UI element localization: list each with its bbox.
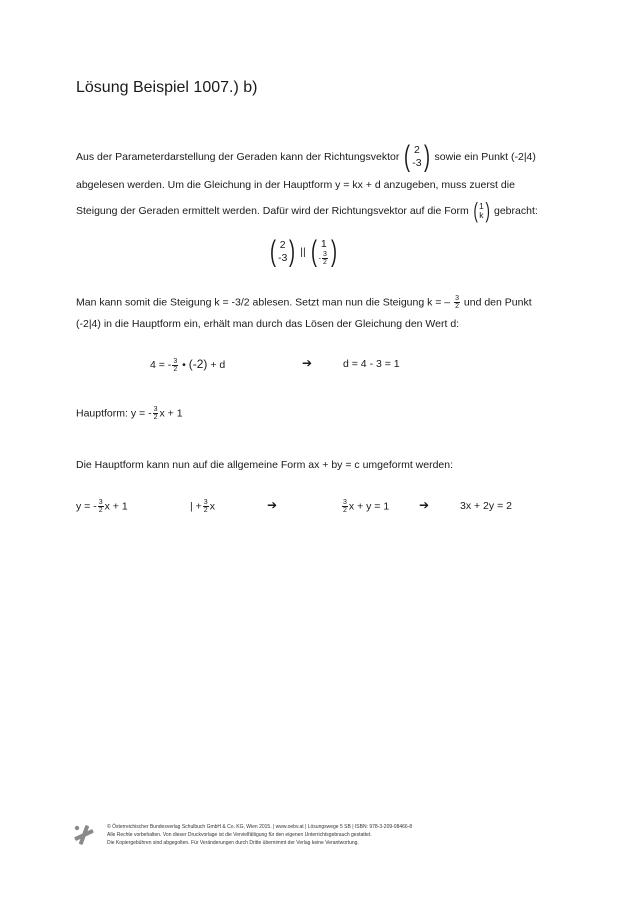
vector-top: 2 xyxy=(279,239,286,251)
text: gebracht: xyxy=(494,204,538,217)
vector-top: 1 xyxy=(320,238,327,250)
fraction: $\frac{3}{2}$ xyxy=(153,406,158,421)
form-vector: ( 1 k ) xyxy=(473,198,490,223)
vector-right: ( 1 - $\frac{3}{2}$ ) xyxy=(310,235,337,268)
arrow-right-icon: ➔ xyxy=(419,498,430,512)
equation-2-result: 3x + 2y = 2 xyxy=(460,500,512,512)
equation-2-step-c: $\frac{3}{2}$ x + y = 1 xyxy=(343,499,390,514)
arrow-right-icon: ➔ xyxy=(302,356,313,370)
footer-line-1: © Österreichischer Bundesverlag Schulbuch GmbH & Co. KG, Wien 2015. | www.oebv.at | Lösungswege 5 SB | ISBN: 978-3-209-08466-8 xyxy=(107,824,413,830)
equation-2-step-a: y = - $\frac{3}{2}$ x + 1 xyxy=(76,499,128,514)
page-title: Lösung Beispiel 1007.) b) xyxy=(76,79,258,96)
text: Aus der Parameterdarstellung der Geraden kann der Richtungsvektor xyxy=(76,150,400,163)
paragraph-1-line-2: abgelesen werden. Um die Gleichung in der Hauptform y = kx + d anzugeben, muss zuerst die xyxy=(76,179,515,191)
text: sowie ein Punkt (-2|4) xyxy=(434,150,536,163)
vector-left: ( 2 -3 ) xyxy=(270,235,296,268)
fraction: $\frac{3}{2}$ xyxy=(173,357,178,373)
vector-bottom: -3 xyxy=(412,157,422,169)
vector-top: 2 xyxy=(414,144,420,156)
direction-vector: ( 2 -3 ) xyxy=(404,140,430,173)
equation-1-left: 4 = - $\frac{3}{2}$ • (-2) + d xyxy=(150,357,226,373)
vector-bottom: - $\frac{3}{2}$ xyxy=(318,251,327,266)
paragraph-3: Die Hauptform kann nun auf die allgemeine Form ax + by = c umgeformt werden: xyxy=(76,459,454,471)
paragraph-2-line-1 xyxy=(76,295,532,310)
publisher-logo-icon xyxy=(72,823,96,847)
fraction: $\frac{3}{2}$ xyxy=(455,295,459,310)
equation-2-step-b: | + $\frac{3}{2}$ x xyxy=(190,499,215,514)
equation-1-right: d = 4 - 3 = 1 xyxy=(343,358,400,370)
text: Man kann somit die Steigung k = -3/2 ablesen. Setzt man nun die Steigung k = – xyxy=(76,296,451,309)
text: und den Punkt xyxy=(463,296,532,309)
paragraph-2-line-2: (-2|4) in die Hauptform ein, erhält man durch das Lösen der Gleichung den Wert d: xyxy=(76,318,460,330)
footer-line-3: Die Kopiergebühren sind abgegolten. Für Veränderungen durch Dritte übernimmt der Verlag keine Verantwortung. xyxy=(107,840,359,846)
paragraph-1-line-1 xyxy=(76,142,536,172)
text: Steigung der Geraden ermittelt werden. Dafür wird der Richtungsvektor auf die Form xyxy=(76,204,469,217)
footer-line-2: Alle Rechte vorbehalten. Von dieser Druckvorlage ist die Vervielfältigung für den eigenen Unterrichtsgebrauch gestattet. xyxy=(107,832,372,838)
vector-top: 1 xyxy=(479,201,484,211)
vector-bottom: -3 xyxy=(278,252,288,264)
arrow-right-icon: ➔ xyxy=(267,498,278,512)
paragraph-1-line-3 xyxy=(76,200,538,222)
parallel-vectors xyxy=(268,237,339,267)
hauptform-line: Hauptform: y = - $\frac{3}{2}$ x + 1 xyxy=(76,406,183,421)
footer-copyright xyxy=(107,823,412,847)
parallel-symbol: || xyxy=(300,245,306,258)
vector-bottom: k xyxy=(479,210,484,220)
